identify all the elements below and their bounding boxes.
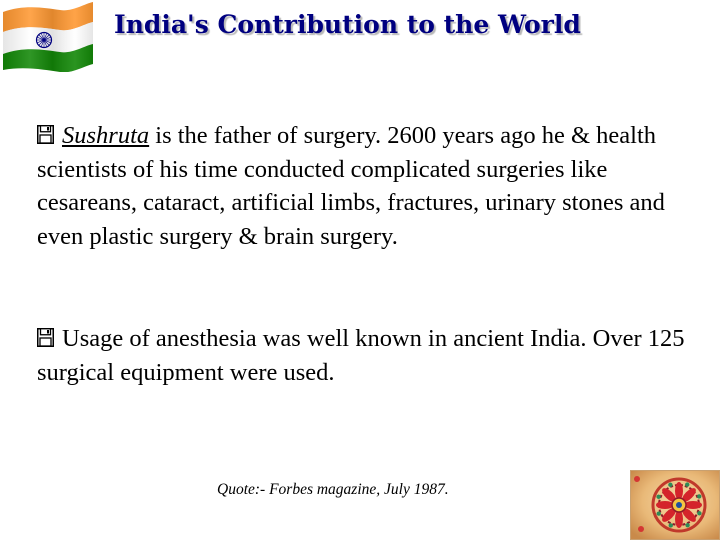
india-flag-icon [0, 0, 96, 72]
floppy-disk-bullet-icon [37, 125, 54, 144]
bullet-point-sushruta [37, 119, 697, 253]
bullet-point-anesthesia [37, 322, 697, 389]
slide-title: India's Contribution to the World [114, 10, 581, 39]
bullet-point-text: is the father of surgery. 2600 years ago he & health scientists of his time conducted complicated surgeries like cesareans, cataract, artificial limbs, fractures, urinary stones and even plastic surgery & brain surgery. [37, 122, 665, 250]
quote-citation: Quote:- Forbes magazine, July 1987. [217, 481, 449, 498]
floppy-disk-bullet-icon [37, 328, 54, 347]
bullet-point-text: Usage of anesthesia was well known in ancient India. Over 125 surgical equipment were used. [37, 325, 685, 386]
rangoli-decoration-icon [630, 470, 720, 540]
sushruta-name: Sushruta [62, 122, 150, 149]
